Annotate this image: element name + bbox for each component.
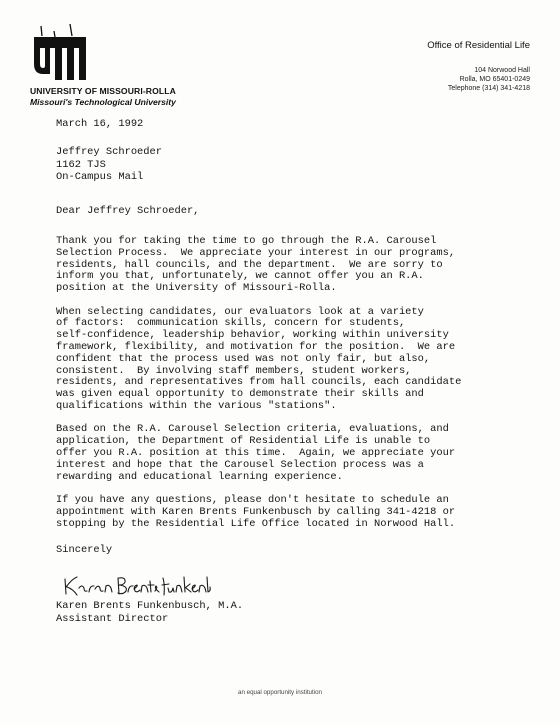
university-tagline: Missouri's Technological University <box>30 97 176 107</box>
body-line: residents, hall councils, and the department. We are sorry to <box>56 258 443 271</box>
body-line: consistent. By involving staff members, student workers, <box>56 364 412 377</box>
body-line: qualifications within the various "stations". <box>56 399 337 412</box>
body-line: self-confidence, leadership behavior, working within university <box>56 329 449 342</box>
letter-date: March 16, 1992 <box>56 118 144 130</box>
body-line: If you have any questions, please don't hesitate to schedule an <box>56 493 449 506</box>
body-line: framework, flexibility, and motivation for the position. We are <box>56 340 456 353</box>
salutation: Dear Jeffrey Schroeder, <box>56 205 200 217</box>
address-line: Rolla, MO 65401-0249 <box>459 76 530 83</box>
signer-name: Karen Brents Funkenbusch, M.A. <box>56 600 244 612</box>
body-line: When selecting candidates, our evaluators look at a variety <box>56 305 424 318</box>
body-line: position at the University of Missouri-Rolla. <box>56 282 337 295</box>
handwritten-signature <box>62 573 212 599</box>
body-line: application, the Department of Residential Life is unable to <box>56 435 431 448</box>
body-line: stopping by the Residential Life Office located in Norwood Hall. <box>56 517 456 530</box>
body-line: offer you R.A. position at this time. Again, we appreciate your <box>56 446 456 459</box>
recipient-line: 1162 TJS <box>56 158 106 171</box>
paragraph <box>56 307 536 413</box>
address-line: 104 Norwood Hall <box>474 67 530 74</box>
body-line: confident that the process used was not only fair, but also, <box>56 352 431 365</box>
university-name: UNIVERSITY OF MISSOURI-ROLLA <box>30 86 176 96</box>
recipient-line: Jeffrey Schroeder <box>56 146 163 158</box>
body-line: rewarding and educational learning experience. <box>56 470 343 483</box>
paragraph <box>56 236 536 295</box>
body-line: Based on the R.A. Carousel Selection criteria, evaluations, and <box>56 423 449 436</box>
body-line: of factors: communication skills, concern for students, <box>56 317 406 330</box>
paragraph <box>56 424 536 483</box>
university-logo <box>32 22 88 82</box>
signer-title: Assistant Director <box>56 612 169 625</box>
body-line: residents, and representatives from hall councils, each candidate <box>56 376 462 389</box>
office-address <box>448 66 530 93</box>
footer-note: an equal opportunity institution <box>238 689 322 696</box>
signature-block <box>56 600 243 625</box>
body-line: interest and hope that the Carousel Selection process was a <box>56 458 424 471</box>
closing: Sincerely <box>56 544 113 556</box>
body-line: appointment with Karen Brents Funkenbusch by calling 341-4218 or <box>56 505 456 518</box>
letter-body <box>56 236 536 542</box>
body-line: was given equal opportunity to demonstrate their skills and <box>56 388 424 401</box>
body-line: inform you that, unfortunately, we cannot offer you an R.A. <box>56 270 424 283</box>
body-line: Thank you for taking the time to go through the R.A. Carousel <box>56 235 437 247</box>
recipient-block <box>56 146 162 184</box>
office-name: Office of Residential Life <box>427 40 530 51</box>
recipient-line: On-Campus Mail <box>56 171 144 183</box>
address-line: Telephone (314) 341-4218 <box>447 85 530 92</box>
paragraph <box>56 495 536 530</box>
body-line: Selection Process. We appreciate your interest in our programs, <box>56 246 456 259</box>
